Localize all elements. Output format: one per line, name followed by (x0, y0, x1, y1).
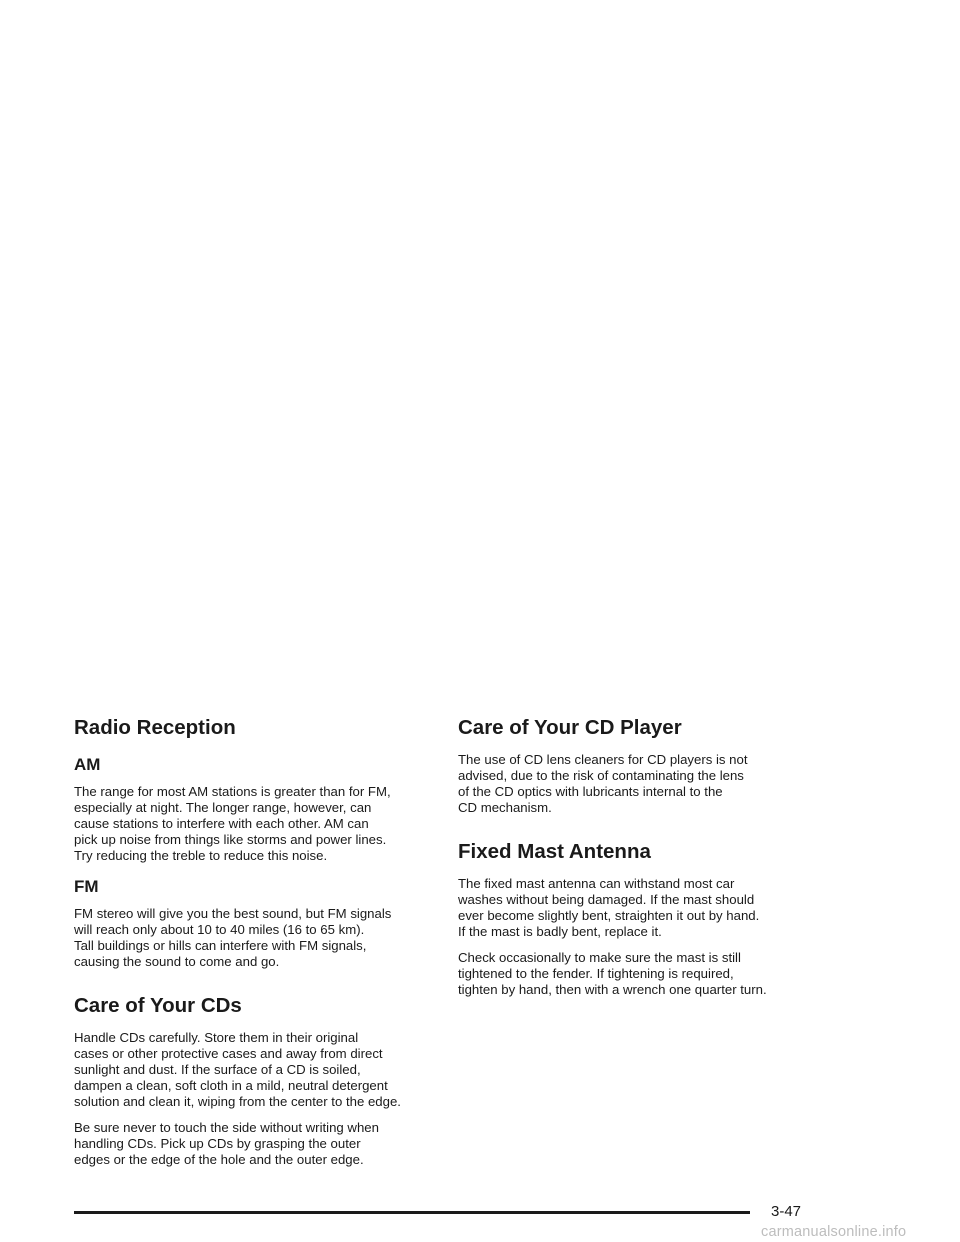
watermark-text: carmanualsonline.info (761, 1224, 907, 1240)
section-radio-reception (74, 714, 436, 970)
am-subheading: AM (74, 755, 101, 774)
fixed-mast-antenna-paragraph-1: The fixed mast antenna can withstand most car washes without being damaged. If the mast should ever become slightly bent, straighten it out by hand. If the mast is badly bent, replace it. (458, 876, 760, 939)
right-column (458, 714, 820, 1008)
care-of-cds-paragraph-1: Handle CDs carefully. Store them in their original cases or other protective cases and away from direct sunlight and dust. If the surface of a CD is soiled, dampen a clean, soft cloth in a mild, neutral detergent solution and clean it, wiping from the center to the edge. (74, 1030, 401, 1109)
section-care-of-cds (74, 992, 436, 1168)
page-number: 3-47 (771, 1203, 802, 1220)
radio-reception-heading: Radio Reception (74, 716, 236, 739)
left-column (74, 714, 436, 1178)
fm-paragraph: FM stereo will give you the best sound, but FM signals will reach only about 10 to 40 miles (16 to 65 km). Tall buildings or hills can interfere with FM signals, causing the sound to come and go. (74, 906, 392, 969)
care-of-cds-paragraph-2: Be sure never to touch the side without writing when handling CDs. Pick up CDs by grasping the outer edges or the edge of the hole and the outer edge. (74, 1120, 379, 1167)
fixed-mast-antenna-paragraph-2: Check occasionally to make sure the mast is still tightened to the fender. If tightening is required, tighten by hand, then with a wrench one quarter turn. (458, 950, 767, 997)
section-care-of-cd-player (458, 714, 820, 816)
care-of-cd-player-heading: Care of Your CD Player (458, 716, 682, 739)
section-fixed-mast-antenna (458, 838, 820, 998)
am-paragraph: The range for most AM stations is greater than for FM, especially at night. The longer range, however, can cause stations to interfere with each other. AM can pick up noise from things like storms and power lines. Try reducing the treble to reduce this noise. (74, 784, 391, 863)
care-of-cd-player-paragraph: The use of CD lens cleaners for CD players is not advised, due to the risk of contaminating the lens of the CD optics with lubricants internal to the CD mechanism. (458, 752, 748, 815)
care-of-cds-heading: Care of Your CDs (74, 994, 242, 1017)
fixed-mast-antenna-heading: Fixed Mast Antenna (458, 840, 651, 863)
footer-rule (74, 1211, 750, 1214)
fm-subheading: FM (74, 877, 99, 896)
